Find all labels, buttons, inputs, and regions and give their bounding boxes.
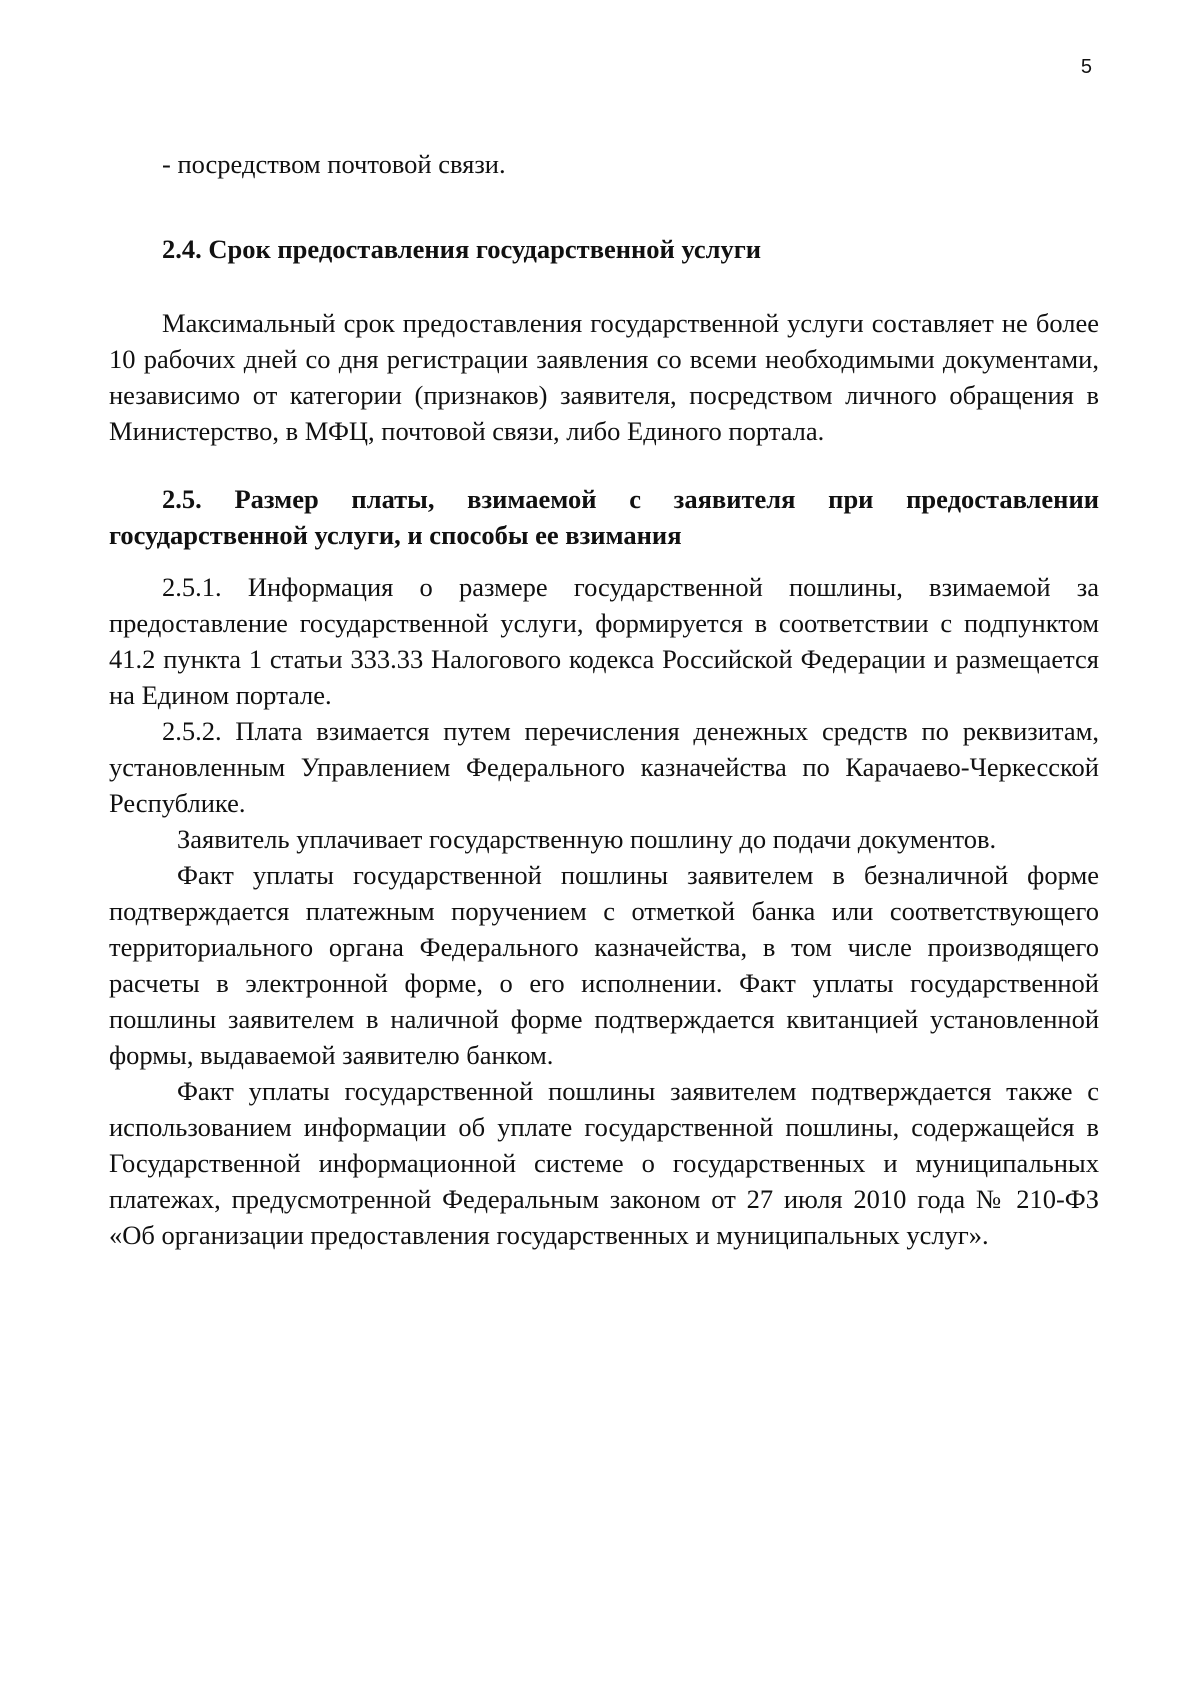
spacer: [109, 553, 1099, 569]
paragraph-2-5-1: 2.5.1. Информация о размере государственной пошлины, взимаемой за предоставление государственной услуги, формируется в соответствии с подпунктом 41.2 пункта 1 статьи 333.33 Налогового кодекса Российской Федерации и размещается на Едином портале.: [109, 572, 1099, 710]
spacer: [109, 267, 1099, 305]
paragraph-2-5-2: 2.5.2. Плата взимается путем перечисления денежных средств по реквизитам, установленным Управлением Федерального казначейства по Карачаево-Черкесской Республике.: [109, 716, 1099, 818]
section-2-4-paragraph: Максимальный срок предоставления государственной услуги составляет не более 10 рабочих дней со дня регистрации заявления со всеми необходимыми документами, независимо от категории (признаков) заявителя, посредством личного обращения в Министерство, в МФЦ, почтовой связи, либо Единого портала.: [109, 308, 1099, 446]
section-2-4-heading: 2.4. Срок предоставления государственной услуги: [162, 234, 762, 264]
page-number: 5: [1080, 56, 1092, 78]
spacer: [109, 449, 1099, 481]
postal-method-line: - посредством почтовой связи.: [162, 149, 506, 179]
section-2-5-heading: 2.5. Размер платы, взимаемой с заявителя при предоставлении государственной услуги, и способы ее взимания: [109, 484, 1099, 550]
paragraph-payer: Заявитель уплачивает государственную пошлину до подачи документов.: [177, 824, 997, 854]
spacer: [109, 182, 1099, 231]
document-body: [109, 146, 1099, 1253]
paragraph-payment-fact-2: Факт уплаты государственной пошлины заявителем подтверждается также с использованием информации об уплате государственной пошлины, содержащейся в Государственной информационной системе о государственных и муниципальных платежах, предусмотренной Федеральным законом от 27 июля 2010 года № 210-ФЗ «Об организации предоставления государственных и муниципальных услуг».: [109, 1076, 1099, 1250]
paragraph-payment-fact-1: Факт уплаты государственной пошлины заявителем в безналичной форме подтверждается платежным поручением с отметкой банка или соответствующего территориального органа Федерального казначейства, в том числе производящего расчеты в электронной форме, о его исполнении. Факт уплаты государственной пошлины заявителем в наличной форме подтверждается квитанцией установленной формы, выдаваемой заявителю банком.: [109, 860, 1099, 1070]
